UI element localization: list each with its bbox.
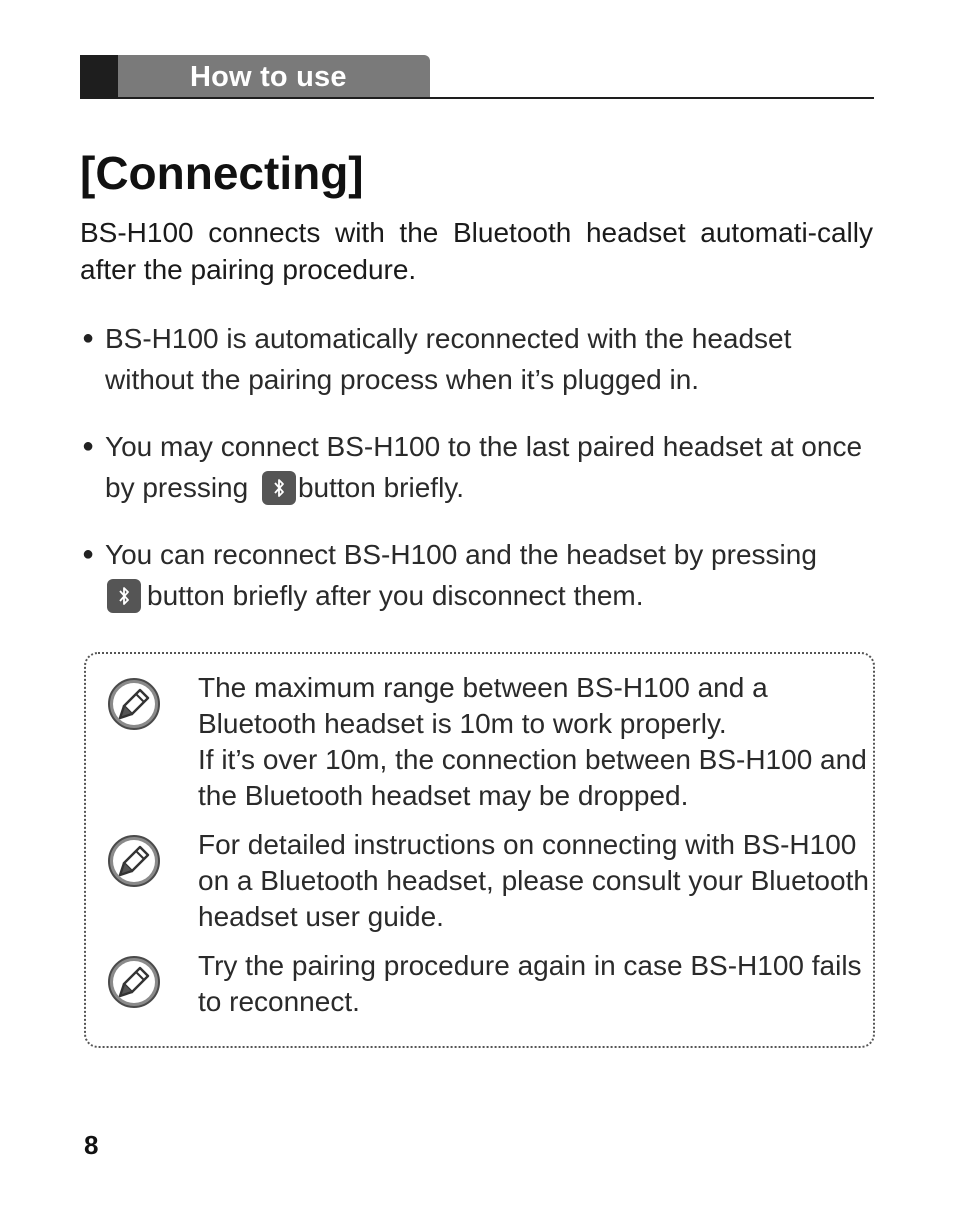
- bullet-dot-icon: ●: [82, 327, 95, 349]
- note-text: Try the pairing procedure again in case BS-H100 fails to reconnect.: [198, 950, 862, 1017]
- note-pencil-icon: [106, 676, 162, 732]
- note-pencil-icon: [106, 954, 162, 1010]
- section-header-label: How to use: [190, 61, 347, 93]
- bullet-item: [80, 426, 880, 508]
- page-title: [Connecting]: [80, 147, 364, 199]
- section-header-marker: [80, 55, 118, 98]
- bluetooth-button-icon: [107, 579, 141, 613]
- bullet-dot-icon: ●: [82, 543, 95, 565]
- bullet-text: BS-H100 is automatically reconnected with the headset without the pairing process when it’s plugged in.: [105, 323, 792, 395]
- bullet-text-before: You may connect BS-H100 to the last paired headset at once by pressing: [105, 431, 863, 503]
- bullet-item: [80, 318, 880, 400]
- note-pencil-icon: [106, 833, 162, 889]
- header-rule: [80, 97, 874, 99]
- bullet-dot-icon: ●: [82, 435, 95, 457]
- bullet-item: [80, 534, 880, 616]
- intro-paragraph: BS-H100 connects with the Bluetooth headset automati-cally after the pairing procedure.: [80, 217, 873, 285]
- note-text: The maximum range between BS-H100 and a Bluetooth headset is 10m to work properly. If it’s over 10m, the connection between BS-H100 and the Bluetooth headset may be dropped.: [198, 672, 867, 811]
- bullet-list: [80, 318, 880, 642]
- notes-box: [84, 652, 875, 1048]
- note-text: For detailed instructions on connecting with BS-H100 on a Bluetooth headset, please consult your Bluetooth headset user guide.: [198, 829, 869, 932]
- bullet-text-after: button briefly.: [297, 472, 464, 503]
- section-header-tab: [80, 55, 430, 98]
- page-number: 8: [84, 1130, 99, 1160]
- bullet-text-after: button briefly after you disconnect them.: [147, 580, 644, 611]
- bluetooth-button-icon: [262, 471, 296, 505]
- bullet-text-before: You can reconnect BS-H100 and the headset by pressing: [105, 539, 817, 570]
